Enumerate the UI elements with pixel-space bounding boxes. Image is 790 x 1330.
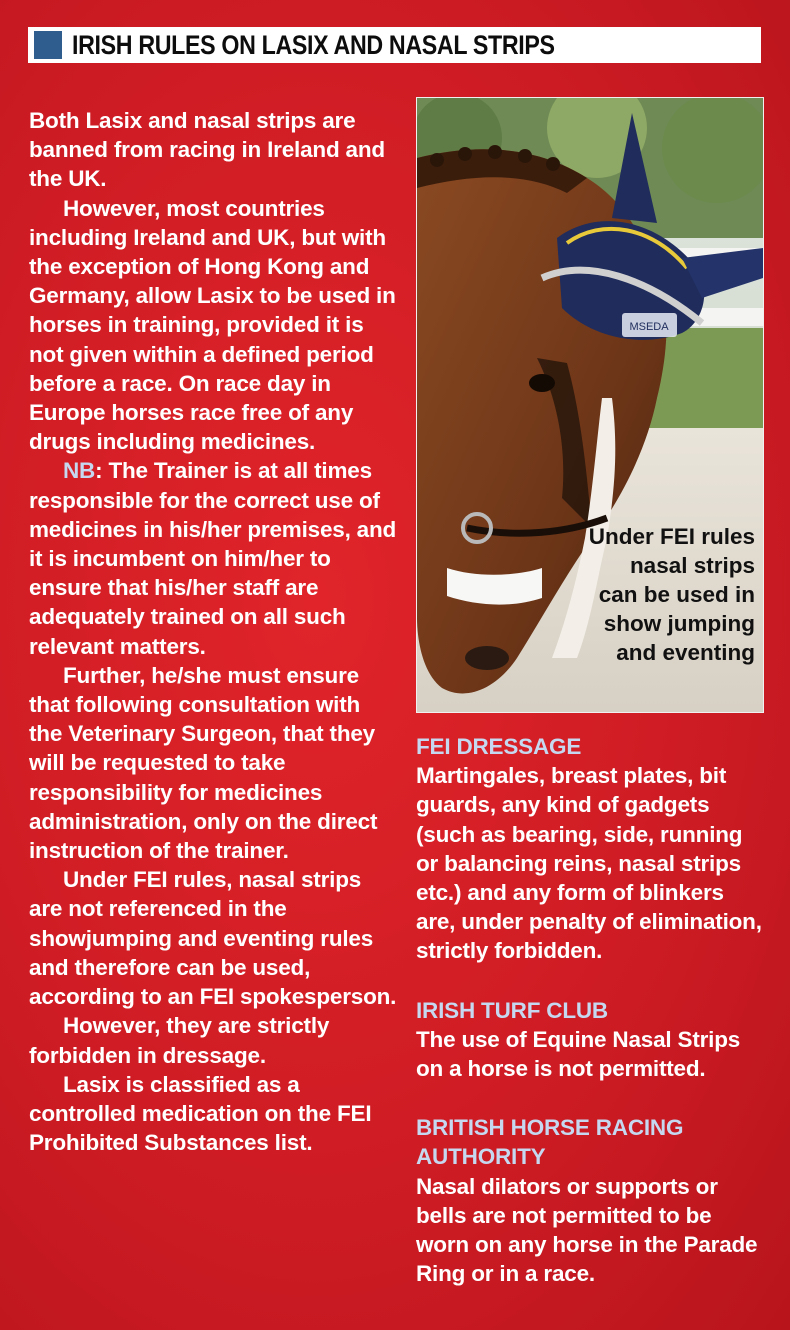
section-text-fei-dressage: Martingales, breast plates, bit guards, any kind of gadgets (such as bearing, side, running or balancing reins, nasal strips etc.) and any form of blinkers are, under penalty of elimination, strictly forbidden.	[416, 763, 762, 964]
horse-nostril	[465, 646, 509, 670]
section-heading-bhra: BRITISH HORSE RACING AUTHORITY	[416, 1115, 684, 1170]
horse-photo	[416, 97, 764, 713]
header-square-marker	[34, 31, 62, 59]
section-heading-irish-turf-club: IRISH TURF CLUB	[416, 997, 608, 1023]
paragraph-6: However, they are strictly forbidden in dressage.	[29, 1013, 330, 1068]
paragraph-5: Under FEI rules, nasal strips are not referenced in the showjumping and eventing rules and therefore can be used, according to an FEI spokesperson.	[29, 867, 397, 1010]
section-text-irish-turf-club: The use of Equine Nasal Strips on a horse is not permitted.	[416, 1026, 741, 1082]
section-header	[28, 27, 761, 63]
section-heading-fei-dressage: FEI DRESSAGE	[416, 734, 582, 759]
paragraph-2: However, most countries including Ireland and UK, but with the exception of Hong Kong and Germany, allow Lasix to be used in horses in training, provided it is not given within a defined period before a race. On race day in Europe horses race free of any drugs including medicines.	[29, 195, 396, 455]
header-title: IRISH RULES ON LASIX AND NASAL STRIPS	[72, 29, 555, 60]
paragraph-1: Both Lasix and nasal strips are banned from racing in Ireland and the UK.	[29, 108, 385, 192]
paragraph-4: Further, he/she must ensure that following consultation with the Veterinary Surgeon, that they will be requested to take responsibility for medicines administration, only on the direct instruction of the trainer.	[29, 662, 378, 864]
nb-label: NB	[63, 458, 96, 484]
paragraph-3-text: : The Trainer is at all times responsible for the correct use of medicines in his/her premises, and it is incumbent on him/her to ensure that his/her staff are adequately trained on all such relevant matters.	[29, 458, 397, 659]
left-column	[29, 106, 399, 1157]
photo-caption: Under FEI rules nasal strips can be used in show jumping and eventing	[588, 524, 755, 665]
paragraph-3	[29, 456, 399, 660]
right-column	[416, 732, 768, 1318]
paragraph-7: Lasix is classified as a controlled medication on the FEI Prohibited Substances list.	[29, 1071, 372, 1156]
horse-eye	[529, 374, 555, 392]
bonnet-text: MSEDA	[629, 321, 669, 333]
section-text-bhra: Nasal dilators or supports or bells are not permitted to be worn on any horse in the Parade Ring or in a race.	[416, 1173, 758, 1287]
